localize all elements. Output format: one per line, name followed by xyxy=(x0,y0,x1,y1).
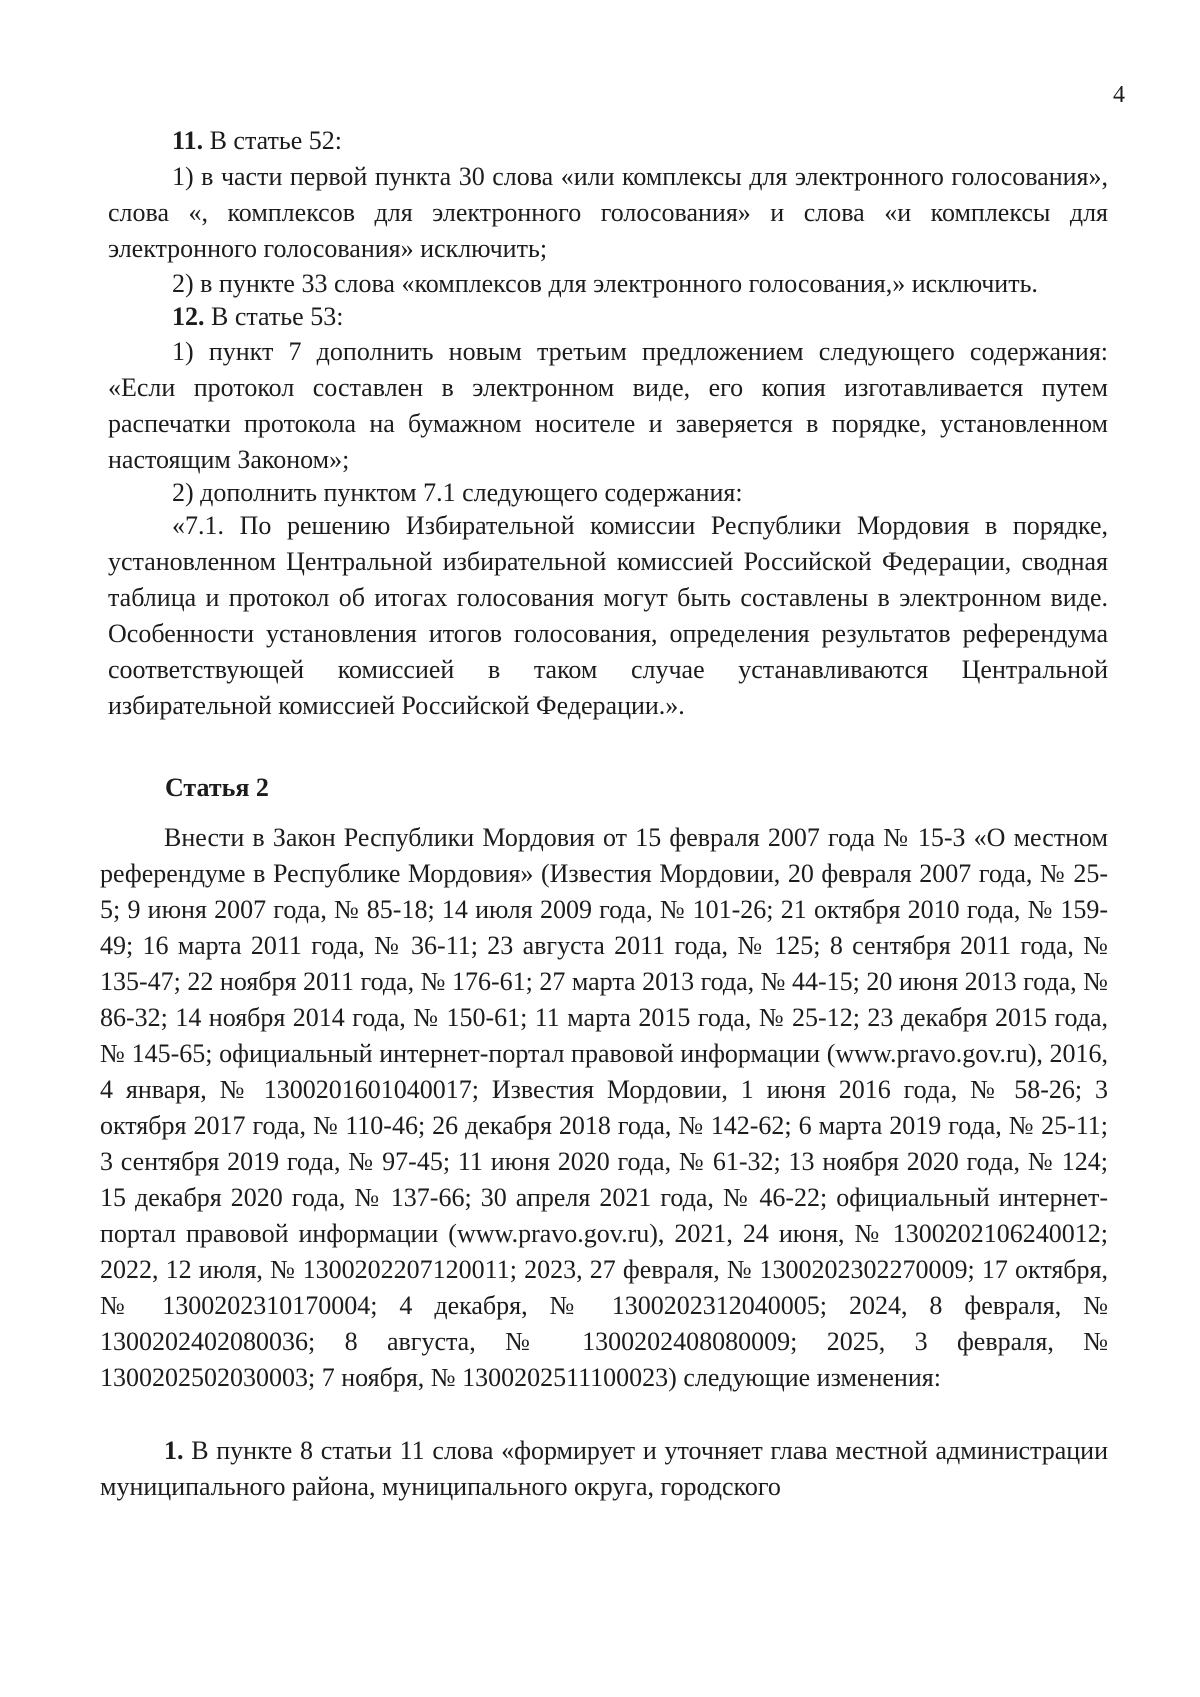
section-12-title: В статье 53: xyxy=(204,302,344,331)
article-2-item-1-number: 1. xyxy=(164,1436,184,1465)
page-number: 4 xyxy=(1113,82,1125,108)
section-11-heading xyxy=(108,123,1108,159)
section-11-item-1: 1) в части первой пункта 30 слова «или комплексы для электронного голосования», слова «, комплексов для электронного голосования» и слова «и комплексы для электронного голосования» исключить; xyxy=(108,162,1108,263)
section-12-item-2: 2) дополнить пунктом 7.1 следующего содержания: xyxy=(172,478,743,507)
section-12-number: 12. xyxy=(172,302,205,331)
section-11-title: В статье 52: xyxy=(203,126,342,155)
article-2-intro: Внести в Закон Республики Мордовия от 15 февраля 2007 года № 15-З «О местном референдуме в Республике Мордовия» (Известия Мордовии, 20 февраля 2007 года, № 25-5; 9 июня 2007 года, № 85-18; 14 июля 2009 года, № 101-26; 21 октября 2010 года, № 159-49; 16 марта 2011 года, № 36-11; 23 августа 2011 года, № 125; 8 сентября 2011 года, № 135-47; 22 ноября 2011 года, № 176-61; 27 марта 2013 года, № 44-15; 20 июня 2013 года, № 86-32; 14 ноября 2014 года, № 150-61; 11 марта 2015 года, № 25-12; 23 декабря 2015 года, № 145-65; официальный интернет-портал правовой информации (www.pravo.gov.ru), 2016, 4 января, № 1300201601040017; Известия Мордовии, 1 июня 2016 года, № 58-26; 3 октября 2017 года, № 110-46; 26 декабря 2018 года, № 142-62; 6 марта 2019 года, № 25-11; 3 сентября 2019 года, № 97-45; 11 июня 2020 года, № 61-32; 13 ноября 2020 года, № 124; 15 декабря 2020 года, № 137-66; 30 апреля 2021 года, № 46-22; официальный интернет-портал правовой информации (www.pravo.gov.ru), 2021, 24 июня, № 1300202106240012; 2022, 12 июля, № 1300202207120011; 2023, 27 февраля, № 1300202302270009; 17 октября, № 1300202310170004; 4 декабря, № 1300202312040005; 2024, 8 февраля, № 1300202402080036; 8 августа, № 1300202408080009; 2025, 3 февраля, № 1300202502030003; 7 ноября, № 1300202511100023) следующие изменения: xyxy=(100,823,1108,1392)
section-11-number: 11. xyxy=(172,126,204,155)
section-12-quote: «7.1. По решению Избирательной комиссии Республики Мордовия в порядке, установленном Центральной избирательной комиссией Российской Федерации, сводная таблица и протокол об итогах голосования могут быть составлены в электронном виде. Особенности установления итогов голосования, определения результатов референдума соответствующей комиссией в таком случае устанавливаются Центральной избирательной комиссией Российской Федерации.». xyxy=(108,511,1108,720)
article-2-heading: Статья 2 xyxy=(165,773,269,802)
section-12-heading xyxy=(108,299,1108,335)
article-2-item-1-text: В пункте 8 статьи 11 слова «формирует и уточняет глава местной администрации муниципального района, муниципального округа, городского xyxy=(100,1436,1108,1501)
section-12-item-1: 1) пункт 7 дополнить новым третьим предложением следующего содержания: «Если протокол составлен в электронном виде, его копия изготавливается путем распечатки протокола на бумажном носителе и заверяется в порядке, установленном настоящим Законом»; xyxy=(108,337,1108,474)
section-11-item-2: 2) в пункте 33 слова «комплексов для электронного голосования,» исключить. xyxy=(172,269,1038,298)
article-2-item-1 xyxy=(100,1433,1108,1505)
